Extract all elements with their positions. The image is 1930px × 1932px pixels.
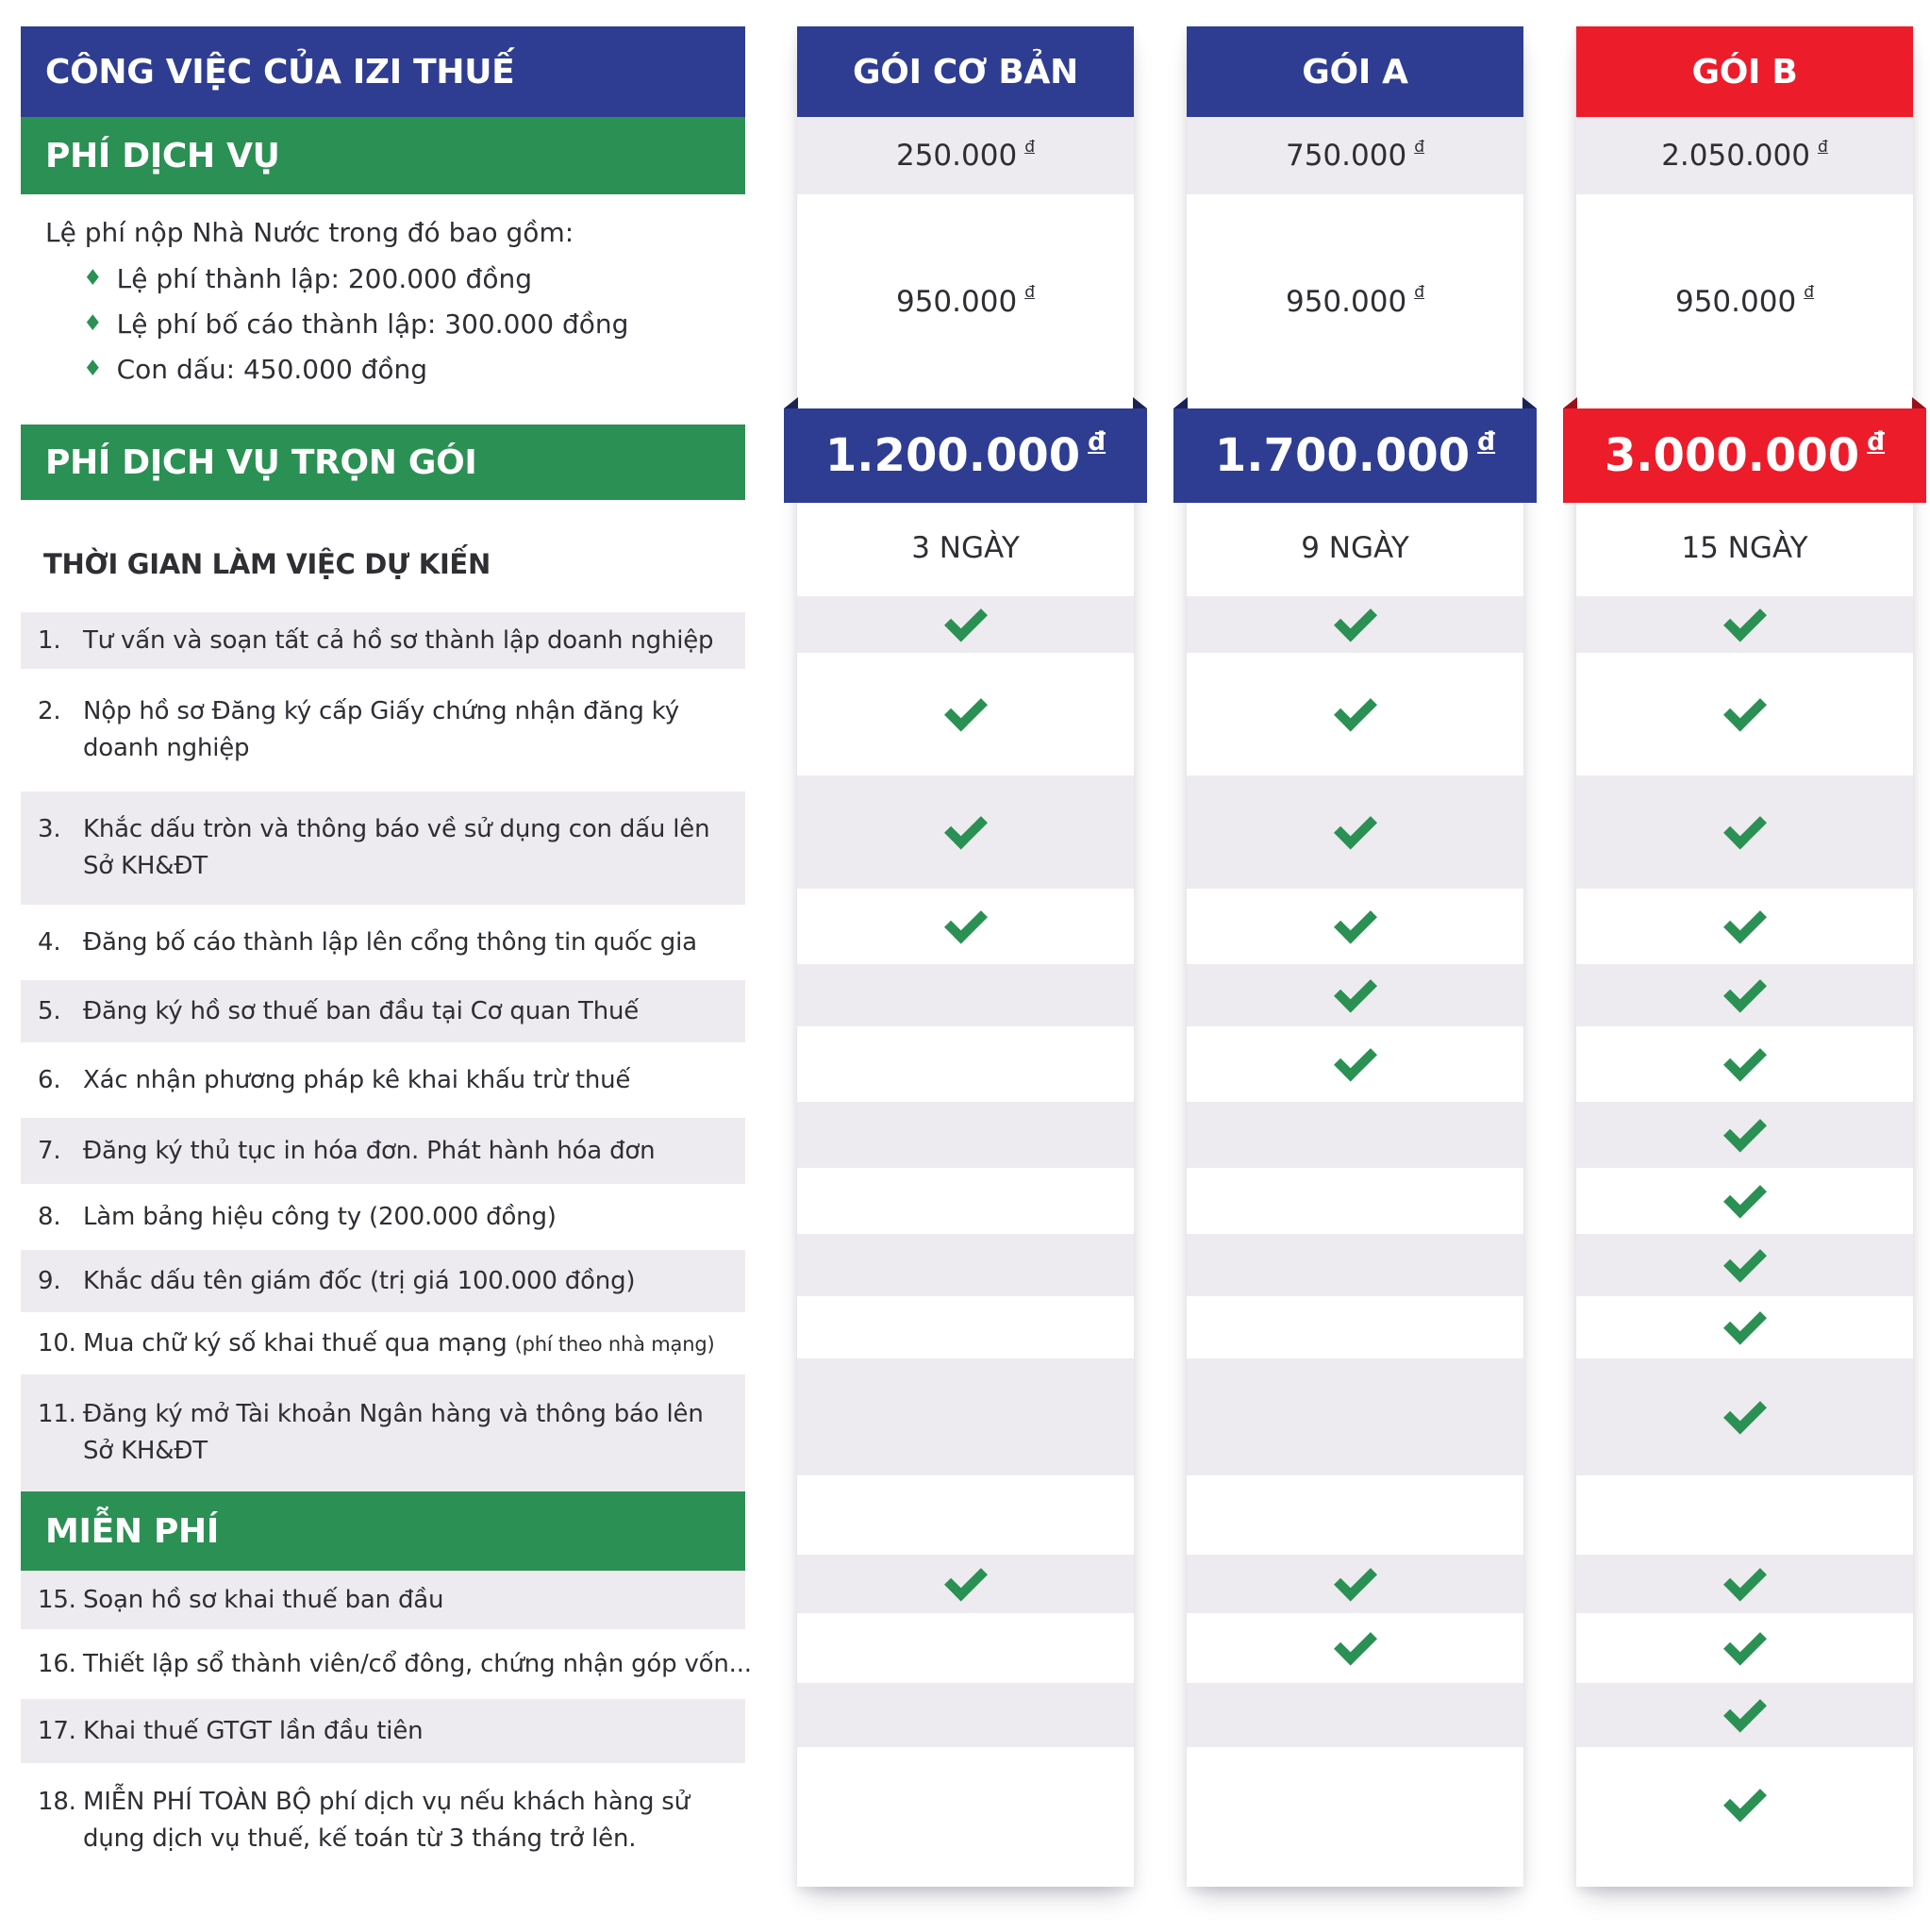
check-icon <box>944 900 988 943</box>
free-section-label: MIỄN PHÍ <box>45 1511 219 1551</box>
task-cell <box>797 1613 1134 1683</box>
task-text: Soạn hồ sơ khai thuế ban đầu <box>83 1585 444 1614</box>
check-icon <box>944 598 988 641</box>
task-row <box>21 1374 745 1491</box>
check-icon <box>1334 598 1377 641</box>
task-row <box>21 905 745 980</box>
task-number: 5. <box>38 996 61 1025</box>
check-icon <box>1334 1622 1377 1665</box>
diamond-bullet-icon: ♦ <box>83 311 103 336</box>
task-row <box>21 1118 745 1184</box>
dong-sign: đ <box>1024 283 1035 303</box>
check-icon <box>1723 1108 1767 1152</box>
ribbon-fold-icon <box>1563 397 1577 408</box>
task-text: Đăng bố cáo thành lập lên cổng thông tin quốc gia <box>83 927 697 957</box>
service-fee-cell: 2.050.000 đ <box>1576 117 1913 194</box>
government-fee-cell: 950.000 đ <box>1674 283 1814 319</box>
check-icon <box>1723 1239 1767 1282</box>
government-fee-cell: 950.000 đ <box>1285 283 1424 319</box>
task-row <box>21 1312 745 1374</box>
check-icon <box>1334 688 1377 731</box>
task-cell <box>797 1026 1134 1102</box>
free-section-header <box>21 1491 745 1571</box>
task-cell <box>1576 1168 1913 1234</box>
task-number: 4. <box>38 927 61 957</box>
government-fee-intro: Lệ phí nộp Nhà Nước trong đó bao gồm: <box>45 217 574 248</box>
task-cell <box>1187 1168 1523 1234</box>
government-fee-item <box>83 263 738 294</box>
task-cell <box>797 1102 1134 1168</box>
free-section-spacer-cell <box>1576 1475 1913 1555</box>
task-number: 7. <box>38 1136 61 1165</box>
task-cell <box>1187 1747 1523 1862</box>
task-cell <box>1187 1555 1523 1613</box>
task-cell <box>1576 775 1913 889</box>
task-text: Thiết lập sổ thành viên/cổ đông, chứng nhận góp vốn... <box>83 1649 752 1678</box>
check-icon <box>1723 688 1767 731</box>
government-fee-cell: 950.000 đ <box>895 283 1035 319</box>
task-number: 11. <box>38 1400 76 1428</box>
total-fee-banner: 1.200.000 đ <box>784 408 1147 503</box>
check-icon <box>1723 1622 1767 1665</box>
task-cells <box>1187 596 1523 1862</box>
task-text: Tư vấn và soạn tất cả hồ sơ thành lập doanh nghiệp <box>83 625 714 655</box>
task-cell <box>1187 1358 1523 1475</box>
task-text: Xác nhận phương pháp kê khai khấu trừ thuế <box>83 1065 631 1094</box>
check-icon <box>1723 1391 1767 1434</box>
task-number: 8. <box>38 1202 61 1231</box>
check-icon <box>1723 1174 1767 1218</box>
task-row <box>21 669 745 791</box>
task-cells <box>797 596 1134 1862</box>
task-cell <box>1187 889 1523 964</box>
check-icon <box>1723 1038 1767 1081</box>
task-number: 18. <box>38 1788 76 1816</box>
task-number: 2. <box>38 697 61 725</box>
task-cell <box>1187 653 1523 775</box>
task-cell <box>797 1555 1134 1613</box>
service-fee-header-band <box>21 117 745 194</box>
check-icon <box>1723 598 1767 641</box>
total-fee-header-area <box>21 425 745 516</box>
task-cell <box>797 596 1134 653</box>
task-cell <box>1576 1358 1913 1475</box>
package-card-goi-co-ban <box>797 26 1134 1887</box>
duration-cell: 9 NGÀY <box>1301 531 1409 565</box>
task-column <box>21 26 752 1878</box>
task-number: 9. <box>38 1266 61 1295</box>
task-text: Đăng ký thủ tục in hóa đơn. Phát hành hóa đơn <box>83 1136 656 1165</box>
check-icon <box>944 806 988 849</box>
task-cell <box>1187 1613 1523 1683</box>
task-cell <box>1576 1555 1913 1613</box>
government-fee-block <box>21 194 745 408</box>
diamond-bullet-icon: ♦ <box>83 357 103 381</box>
card-bottom-padding <box>1187 1862 1523 1887</box>
check-icon <box>1723 1557 1767 1601</box>
total-fee-area <box>797 408 1134 500</box>
left-header-band <box>21 26 745 117</box>
task-cell <box>1576 1234 1913 1296</box>
task-cell <box>1576 964 1913 1026</box>
check-icon <box>1723 900 1767 943</box>
check-icon <box>1334 969 1377 1012</box>
task-number: 6. <box>38 1065 61 1094</box>
task-cell <box>1576 1683 1913 1747</box>
government-fee-item-text: Lệ phí thành lập: 200.000 đồng <box>116 263 532 294</box>
dong-sign: đ <box>1024 137 1035 157</box>
task-cell <box>797 964 1134 1026</box>
task-cell <box>1576 1026 1913 1102</box>
task-number: 1. <box>38 625 61 655</box>
dong-sign: đ <box>1088 426 1106 457</box>
task-row <box>21 980 745 1042</box>
task-cell <box>797 775 1134 889</box>
task-cell <box>1576 1613 1913 1683</box>
total-fee-banner: 1.700.000 đ <box>1173 408 1537 503</box>
free-section-spacer-cell <box>1187 1475 1523 1555</box>
task-cell <box>1576 653 1913 775</box>
dong-sign: đ <box>1477 426 1496 457</box>
task-cell <box>1187 964 1523 1026</box>
check-icon <box>1334 806 1377 849</box>
total-fee-area <box>1576 408 1913 500</box>
total-fee-header-band <box>21 425 745 500</box>
task-cell <box>797 653 1134 775</box>
service-fee-cell: 750.000 đ <box>1187 117 1523 194</box>
package-header: GÓI CƠ BẢN <box>797 26 1134 117</box>
task-cell <box>1187 1234 1523 1296</box>
check-icon <box>944 1557 988 1601</box>
check-icon <box>1723 806 1767 849</box>
free-section-spacer-cell <box>797 1475 1134 1555</box>
check-icon <box>1334 900 1377 943</box>
service-fee-label: PHÍ DỊCH VỤ <box>45 136 280 175</box>
task-text: Mua chữ ký số khai thuế qua mạng (phí theo nhà mạng) <box>83 1328 715 1357</box>
duration-cell: 15 NGÀY <box>1681 531 1808 565</box>
check-icon <box>1723 1689 1767 1732</box>
ribbon-fold-icon <box>1912 397 1926 408</box>
task-cell <box>797 889 1134 964</box>
task-cell <box>1187 1296 1523 1358</box>
government-fee-item-text: Lệ phí bố cáo thành lập: 300.000 đồng <box>116 308 629 340</box>
package-header: GÓI A <box>1187 26 1523 117</box>
task-cell <box>1576 1102 1913 1168</box>
task-cell <box>1187 596 1523 653</box>
package-header: GÓI B <box>1576 26 1913 117</box>
task-number: 10. <box>38 1328 76 1357</box>
check-icon <box>944 688 988 731</box>
task-row <box>21 612 745 669</box>
task-cell <box>797 1747 1134 1862</box>
task-cell <box>1576 1296 1913 1358</box>
task-cell <box>1187 1026 1523 1102</box>
task-text: Làm bảng hiệu công ty (200.000 đồng) <box>83 1202 557 1231</box>
task-cell <box>797 1234 1134 1296</box>
task-row <box>21 1699 745 1763</box>
task-number: 15. <box>38 1585 76 1614</box>
task-note: (phí theo nhà mạng) <box>514 1332 715 1356</box>
task-text: MIỄN PHÍ TOÀN BỘ phí dịch vụ nếu khách hàng sử dụng dịch vụ thuế, kế toán từ 3 tháng trở lên. <box>83 1788 690 1853</box>
task-cell <box>797 1296 1134 1358</box>
dong-sign: đ <box>1414 283 1424 303</box>
task-row <box>21 1571 745 1629</box>
ribbon-fold-icon <box>1522 397 1537 408</box>
task-text: Khắc dấu tên giám đốc (trị giá 100.000 đồng) <box>83 1266 636 1295</box>
task-cell <box>1187 775 1523 889</box>
card-bottom-padding <box>1576 1862 1913 1887</box>
task-number: 3. <box>38 815 61 843</box>
package-card-goi-a <box>1187 26 1523 1887</box>
service-fee-cell: 250.000 đ <box>797 117 1134 194</box>
task-text: Đăng ký hồ sơ thuế ban đầu tại Cơ quan Thuế <box>83 996 640 1025</box>
government-fee-item-text: Con dấu: 450.000 đồng <box>116 354 428 385</box>
task-row <box>21 1629 752 1699</box>
task-row <box>21 1042 745 1118</box>
task-number: 16. <box>38 1649 76 1678</box>
card-bottom-padding <box>797 1862 1134 1887</box>
duration-row-label: THỜI GIAN LÀM VIỆC DỰ KIẾN <box>43 548 491 580</box>
task-row <box>21 1763 745 1878</box>
task-cell <box>1576 1747 1913 1862</box>
government-fee-item <box>83 354 738 385</box>
task-rows <box>21 612 752 1878</box>
task-cell <box>1187 1683 1523 1747</box>
task-cell <box>1576 596 1913 653</box>
government-fee-item <box>83 308 738 340</box>
task-row <box>21 1250 745 1312</box>
check-icon <box>1723 1301 1767 1344</box>
dong-sign: đ <box>1817 137 1828 157</box>
task-row <box>21 1184 745 1250</box>
dong-sign: đ <box>1867 426 1886 457</box>
task-cell <box>797 1358 1134 1475</box>
total-fee-banner: 3.000.000 đ <box>1563 408 1926 503</box>
task-cell <box>1576 889 1913 964</box>
task-cell <box>1187 1102 1523 1168</box>
dong-sign: đ <box>1804 283 1814 303</box>
ribbon-fold-icon <box>1173 397 1188 408</box>
task-number: 17. <box>38 1716 76 1745</box>
diamond-bullet-icon: ♦ <box>83 266 103 291</box>
total-fee-label: PHÍ DỊCH VỤ TRỌN GÓI <box>45 442 477 482</box>
ribbon-fold-icon <box>1133 397 1147 408</box>
task-text: Đăng ký mở Tài khoản Ngân hàng và thông báo lên Sở KH&ĐT <box>83 1400 704 1465</box>
task-text: Nộp hồ sơ Đăng ký cấp Giấy chứng nhận đăng ký doanh nghiệp <box>83 697 679 762</box>
task-cells <box>1576 596 1913 1862</box>
task-cell <box>797 1168 1134 1234</box>
total-fee-area <box>1187 408 1523 500</box>
check-icon <box>1334 1038 1377 1081</box>
package-card-goi-b <box>1576 26 1913 1887</box>
check-icon <box>1723 1778 1767 1822</box>
task-row <box>21 791 745 905</box>
ribbon-fold-icon <box>784 397 798 408</box>
check-icon <box>1723 969 1767 1012</box>
dong-sign: đ <box>1414 137 1424 157</box>
task-text: Khắc dấu tròn và thông báo về sử dụng con dấu lên Sở KH&ĐT <box>83 815 710 880</box>
page-title: CÔNG VIỆC CỦA IZI THUẾ <box>45 52 515 92</box>
task-cell <box>797 1683 1134 1747</box>
task-text: Khai thuế GTGT lần đầu tiên <box>83 1716 424 1745</box>
duration-cell: 3 NGÀY <box>911 531 1020 565</box>
check-icon <box>1334 1557 1377 1601</box>
